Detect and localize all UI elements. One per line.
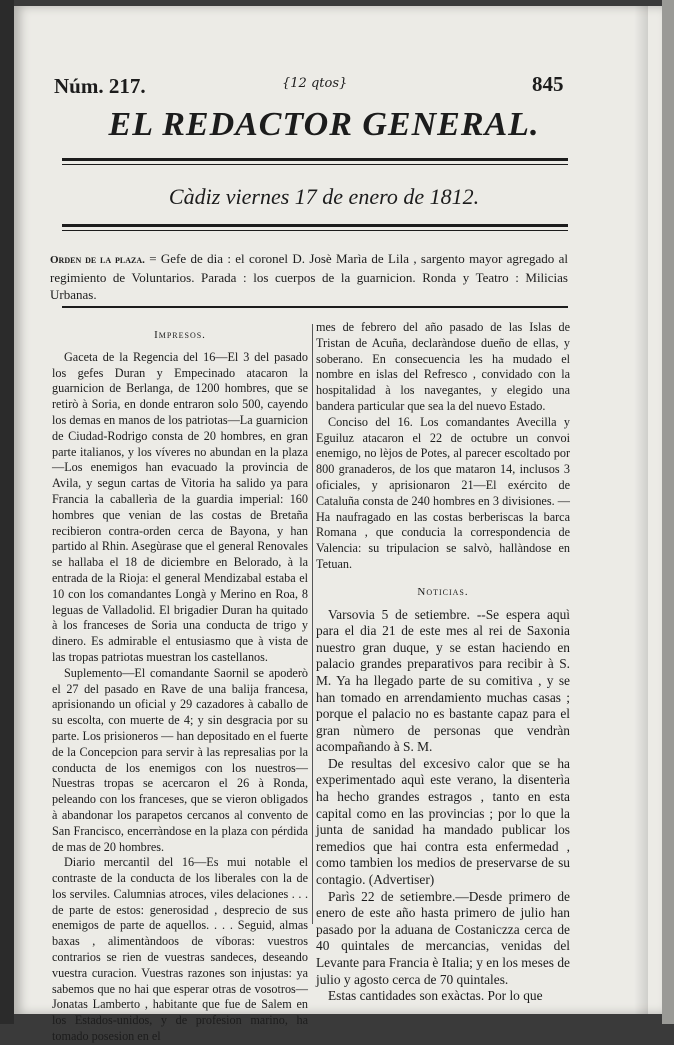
- right-column: [316, 320, 570, 1005]
- article-continuation: mes de febrero del año pasado de las Islas de Tristan de Acuña, declaràndose dueño de ellas, y soberano. En consecuencia les ha mudado el nombre en islas del Refresco , convidado con la hospitalidad à los navegantes, y elegido una bandera particular que sea la del nuevo Estado.: [316, 320, 570, 413]
- news-disenteria: De resultas del excesivo calor que se ha experimentado aquì este verano, la disenterìa ha hecho grandes estragos , tanto en esta capital como en las provincias ; por lo que la junta de sanidad ha mandado publicar los remedios que hai contra esta enfermedad , como tambien los medios de preservarse de su contagio. (Advertiser): [316, 755, 570, 888]
- article-conciso: Conciso del 16. Los comandantes Avecilla y Eguiluz atacaron el 22 de octubre un convoi enemigo, no lèjos de Potes, al parecer escoltado por 800 granaderos, de los que mataron 14, inclusos 3 oficiales, y aprisionaron 21—El exército de Cataluña consta de 240 hombres en 3 divisiones. —Ha naufragado en las costas berberiscas la barca Romana , que conducia la correspondencia de Valencia: su tripulacion se salvò, hallàndose en Tetuan.: [316, 414, 570, 571]
- orden-text: = Gefe de dia : el coronel D. Josè Marìa de Lila , sargento mayor agregado al regimiento de Voluntarios. Parada : los cuerpos de la guarnicion. Ronda y Teatro : Milicias Urbanas.: [50, 251, 568, 302]
- article-gaceta: Gaceta de la Regencia del 16—El 3 del pasado los gefes Duran y Empecinado atacaron la guarnicion de Berlanga, de 1200 hombres, que se retirò à Soria, en donde entraron solo 500, cayendo los demas en manos de los patriotas—La guarnicion de Ciudad-Rodrigo consta de 20 hombres, en gran parte italianos, y los víveres no abundan en la plaza—Los enemigos han evacuado la provincia de Avila, y segun cartas de Vitoria ha salido ya para Francia la caballerìa de la guardia imperial: 160 hombres que venian de las costas de Bretaña recibieron contra-orden cerca de Bayona, y han partido al Rhin. Asegùrase que el general Renovales se hallaba el 18 de diciembre en Belorado, à la entrada de la Rioja: el general Mendizabal estaba el 10 con los comandantes Longà y Merino en Roa, 8 leguas de Valladolid. El brigadier Duran ha quitado à los franceses de Soria una conducta de trigo y dinero. Es admirable el entusiasmo que à vista de las tropas patriotas muestran los castellanos.: [52, 349, 308, 664]
- issue-number: Núm. 217.: [54, 74, 146, 98]
- page-number: 845: [532, 72, 564, 96]
- news-cantidades: Estas cantidades son exàctas. Por lo que: [328, 988, 543, 1004]
- dateline: Càdiz viernes 17 de enero de 1812.: [168, 184, 480, 209]
- dateline-rule-thick: [62, 224, 568, 227]
- newspaper-page: [14, 6, 662, 1044]
- masthead-rule-thick: [62, 158, 568, 161]
- orden-rule: [62, 306, 568, 308]
- left-column: [52, 324, 308, 1045]
- page-edge-shadow: [634, 6, 648, 1014]
- book-spine: [0, 0, 14, 1024]
- section-heading-impresos: Impresos.: [154, 329, 206, 341]
- orden-label: Orden de la plaza.: [50, 254, 145, 266]
- orden-de-la-plaza: [50, 250, 568, 303]
- news-block: [316, 607, 570, 1005]
- news-varsovia: Varsovia 5 de setiembre. --Se espera aquì para el dia 21 de este mes al rei de Saxonia nuestro gran duque, y se estan haciendo en palacio grandes preparativos para recibir à S. M. Ya ha llegado parte de su comitiva , y se han tomado en arrendamiento muchas casas ; porque el palacio no es bastante capaz para el gran nùmero de personas que vendràn acompañando à S. M.: [316, 606, 570, 755]
- masthead-title: EL REDACTOR GENERAL.: [108, 106, 540, 143]
- news-paris: Parìs 22 de setiembre.—Desde primero de enero de este año hasta primero de julio han pasado por la aduana de Costaniczza cerca de 40 quintales de mercancias, venidas del Levante para Francia è Italia; y en los meses de julio y agosto cerca de 70 quintales.: [316, 888, 570, 987]
- section-heading-noticias: Noticias.: [417, 585, 469, 598]
- dateline-rule-thin: [62, 230, 568, 231]
- issue-price: {12 qtos}: [282, 76, 348, 91]
- article-suplemento: Suplemento—El comandante Saornil se apoderò el 27 del pasado en Rave de una balija francesa, aprisionando un oficial y 29 cazadores à caballo de su escolta, con muerte de 4; y sin desgracia por su parte. Los prisioneros — han depositado en el fuerte de la Concepcion para servir à las represalias por la conducta de los enemigos con los nuestros—Nuestras tropas se acercaron el 26 à Ronda, peleando con los franceses, que se vieron obligados à abandonar los parapetos cercanos al convento de San Francisco, encerràndose en la plaza con pérdida de mas de 20 hombres.: [52, 665, 308, 854]
- column-divider: [312, 324, 313, 924]
- article-diario-mercantil: Diario mercantil del 16—Es mui notable el contraste de la conducta de los liberales con la de los serviles. Calumnias atroces, viles delaciones . . . de parte de estos: generosidad , desprecio de sus enemigos de parte de aquellos. . . . Seguid, almas baxas , alimentàndoos de víboras: vuestros contrarios se rien de vuestras sandeces, deseando vuestra curacion. Vuestras razones son injustas: ya sabemos que no hai que esperar otras de vosotros—Jonatas Lamberto , habitante que fue de Salem en los Estados-unidos, y de profesion marino, ha tomado posesion en el: [52, 855, 308, 1044]
- masthead-rule-thin: [62, 164, 568, 165]
- page-right-edge: [662, 0, 674, 1024]
